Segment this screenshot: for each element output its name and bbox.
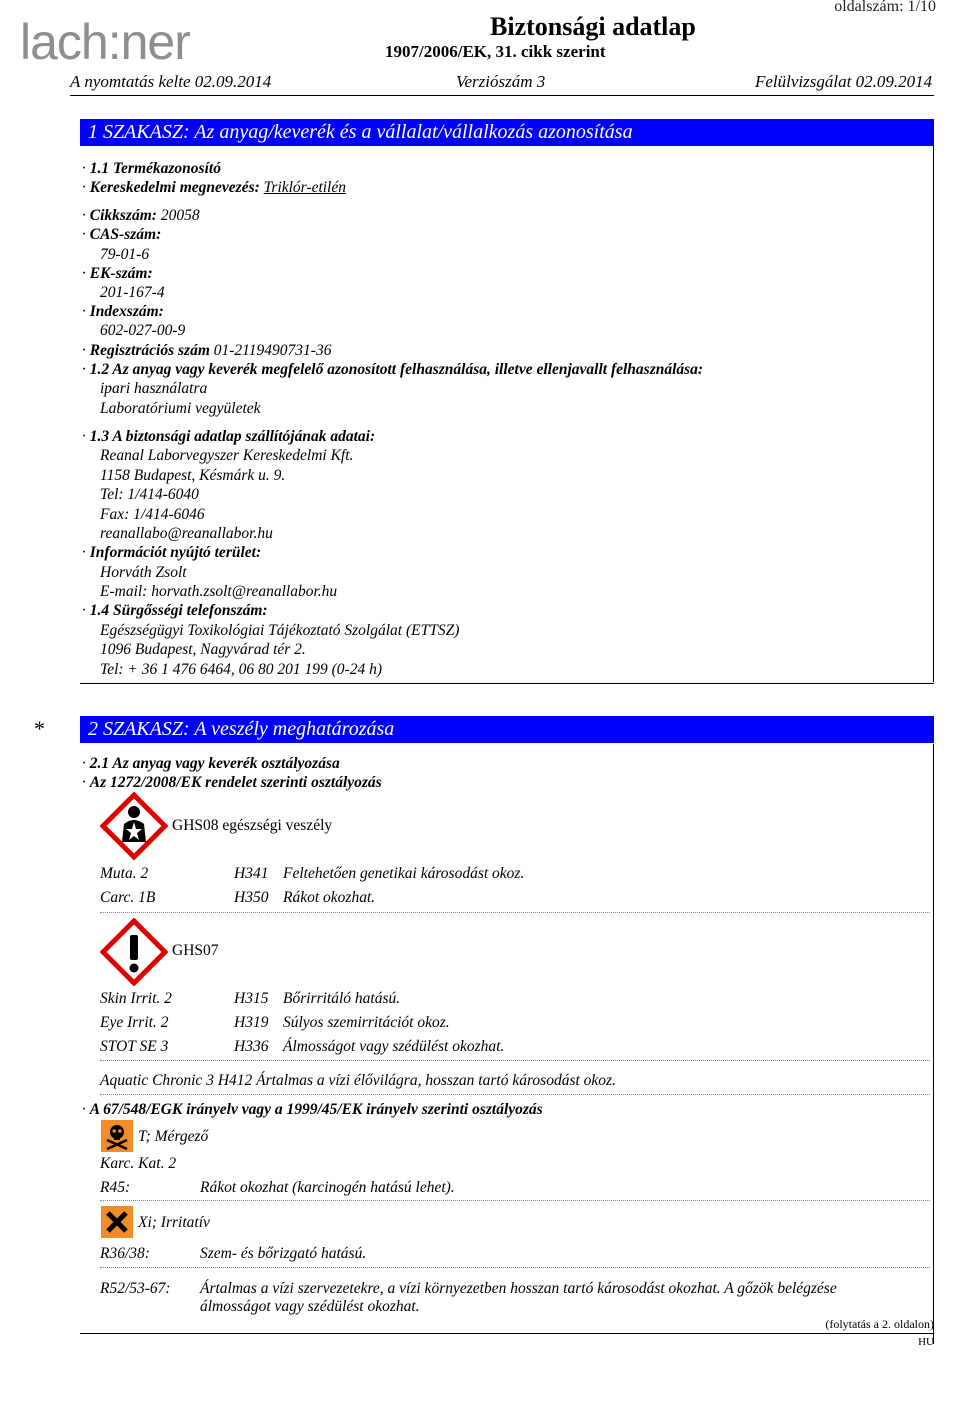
info-contact: Horváth Zsolt	[100, 564, 187, 581]
irritant-x-icon	[101, 1206, 133, 1238]
toxic-skull-icon	[101, 1120, 133, 1152]
print-date: A nyomtatás kelte 02.09.2014	[70, 72, 272, 91]
article-number: · Cikkszám: 20058	[82, 207, 200, 225]
h319-code: H319	[234, 1014, 269, 1031]
r5253-code: R52/53-67:	[100, 1280, 171, 1297]
s1-4-heading: · 1.4 Sürgősségi telefonszám:	[82, 602, 268, 620]
section1-bottom-rule	[80, 683, 934, 684]
ghs07-label: GHS07	[172, 942, 219, 959]
index-value: 602-027-00-9	[100, 322, 186, 339]
h350-text: Rákot okozhat.	[283, 889, 376, 906]
supplier-email[interactable]: reanallabo@reanallabor.hu	[100, 525, 273, 542]
dotted-separator	[100, 1267, 930, 1268]
carc-class: Carc. 1B	[100, 889, 156, 906]
eye-class: Eye Irrit. 2	[100, 1014, 169, 1031]
emergency-phone: Tel: + 36 1 476 6464, 06 80 201 199 (0-24 h)	[100, 661, 382, 678]
r5253-text-line2: álmosságot vagy szédülést okozhat.	[200, 1298, 420, 1315]
document-title: Biztonsági adatlap	[490, 12, 696, 41]
dotted-separator	[100, 1060, 930, 1061]
r3638-text: Szem- és bőrizgató hatású.	[200, 1245, 367, 1262]
h341-text: Feltehetően genetikai károsodást okoz.	[283, 865, 525, 882]
h350-code: H350	[234, 889, 269, 906]
supplier-address: 1158 Budapest, Késmárk u. 9.	[100, 467, 286, 484]
t-toxic-label: T; Mérgező	[138, 1128, 209, 1145]
r3638-code: R36/38:	[100, 1245, 150, 1262]
h336-text: Álmosságot vagy szédülést okozhat.	[283, 1038, 505, 1055]
emergency-address: 1096 Budapest, Nagyvárad tér 2.	[100, 641, 306, 658]
ghs08-health-hazard-icon	[100, 792, 168, 860]
section1-right-rule	[933, 146, 934, 682]
ec-label: · EK-szám:	[82, 265, 153, 283]
document-subtitle: 1907/2006/EK, 31. cikk szerint	[385, 42, 606, 61]
dsd-heading: · A 67/548/EGK irányelv vagy a 1999/45/EK irányelv szerinti osztályozás	[82, 1101, 543, 1119]
ghs07-exclamation-icon	[100, 918, 168, 986]
use-laboratory: Laboratóriumi vegyületek	[100, 400, 261, 417]
muta-class: Muta. 2	[100, 865, 149, 882]
s2-1-heading: · 2.1 Az anyag vagy keverék osztályozása	[82, 755, 340, 773]
s1-1-heading: · 1.1 Termékazonosító	[82, 160, 221, 178]
trade-name: · Kereskedelmi megnevezés: Triklór-etilén	[82, 179, 346, 197]
continuation-note: (folytatás a 2. oldalon)	[825, 1317, 934, 1331]
version: Verziószám 3	[456, 72, 546, 91]
r5253-text-line1: Ártalmas a vízi szervezetekre, a vízi környezetben hosszan tartó károsodást okozhat. A gőzök belégzése	[200, 1280, 837, 1297]
supplier-fax: Fax: 1/414-6046	[100, 506, 205, 523]
skin-class: Skin Irrit. 2	[100, 990, 172, 1007]
section2-band: 2 SZAKASZ: A veszély meghatározása	[80, 716, 934, 743]
cas-value: 79-01-6	[100, 246, 150, 263]
section1-band: 1 SZAKASZ: Az anyag/keverék és a vállalat/vállalkozás azonosítása	[80, 119, 934, 146]
registration-number: · Regisztrációs szám 01-2119490731-36	[82, 342, 331, 360]
stot-class: STOT SE 3	[100, 1038, 169, 1055]
change-marker: *	[34, 716, 45, 741]
index-label: · Indexszám:	[82, 303, 164, 321]
xi-irritant-label: Xi; Irritatív	[138, 1214, 210, 1231]
language-code: HU	[918, 1336, 934, 1348]
h341-code: H341	[234, 865, 269, 882]
use-industrial: ipari használatra	[100, 380, 208, 397]
section2-right-rule	[933, 744, 934, 1344]
ec-value: 201-167-4	[100, 284, 165, 301]
r45-code: R45:	[100, 1179, 131, 1196]
clp-heading: · Az 1272/2008/EK rendelet szerinti osztályozás	[82, 774, 382, 792]
dotted-separator	[100, 1094, 930, 1095]
carc-category: Karc. Kat. 2	[100, 1155, 177, 1172]
h319-text: Súlyos szemirritációt okoz.	[283, 1014, 450, 1031]
revision-date: Felülvizsgálat 02.09.2014	[755, 72, 933, 91]
page-number: oldalszám: 1/10	[834, 0, 936, 15]
cas-label: · CAS-szám:	[82, 226, 161, 244]
info-heading: · Információt nyújtó terület:	[82, 544, 261, 562]
header-rule	[70, 95, 934, 96]
h315-text: Bőrirritáló hatású.	[283, 990, 401, 1007]
emergency-org: Egészségügyi Toxikológiai Tájékoztató Szolgálat (ETTSZ)	[100, 622, 460, 639]
info-email[interactable]: E-mail: horvath.zsolt@reanallabor.hu	[100, 583, 338, 600]
dotted-separator	[100, 1200, 930, 1201]
aquatic-chronic: Aquatic Chronic 3 H412 Ártalmas a vízi élővilágra, hosszan tartó károsodást okoz.	[100, 1072, 616, 1089]
h315-code: H315	[234, 990, 269, 1007]
s1-3-heading: · 1.3 A biztonsági adatlap szállítójának adatai:	[82, 428, 375, 446]
ghs08-label: GHS08 egészségi veszély	[172, 817, 333, 834]
footer-rule	[80, 1333, 934, 1334]
dotted-separator	[100, 912, 930, 913]
supplier-tel: Tel: 1/414-6040	[100, 486, 199, 503]
s1-2-heading: · 1.2 Az anyag vagy keverék megfelelő azonosított felhasználása, illetve ellenjavallt felhasználása:	[82, 361, 703, 379]
supplier-name: Reanal Laborvegyszer Kereskedelmi Kft.	[100, 447, 354, 464]
company-logo: lach:ner	[20, 14, 190, 70]
h336-code: H336	[234, 1038, 269, 1055]
r45-text: Rákot okozhat (karcinogén hatású lehet).	[200, 1179, 455, 1196]
